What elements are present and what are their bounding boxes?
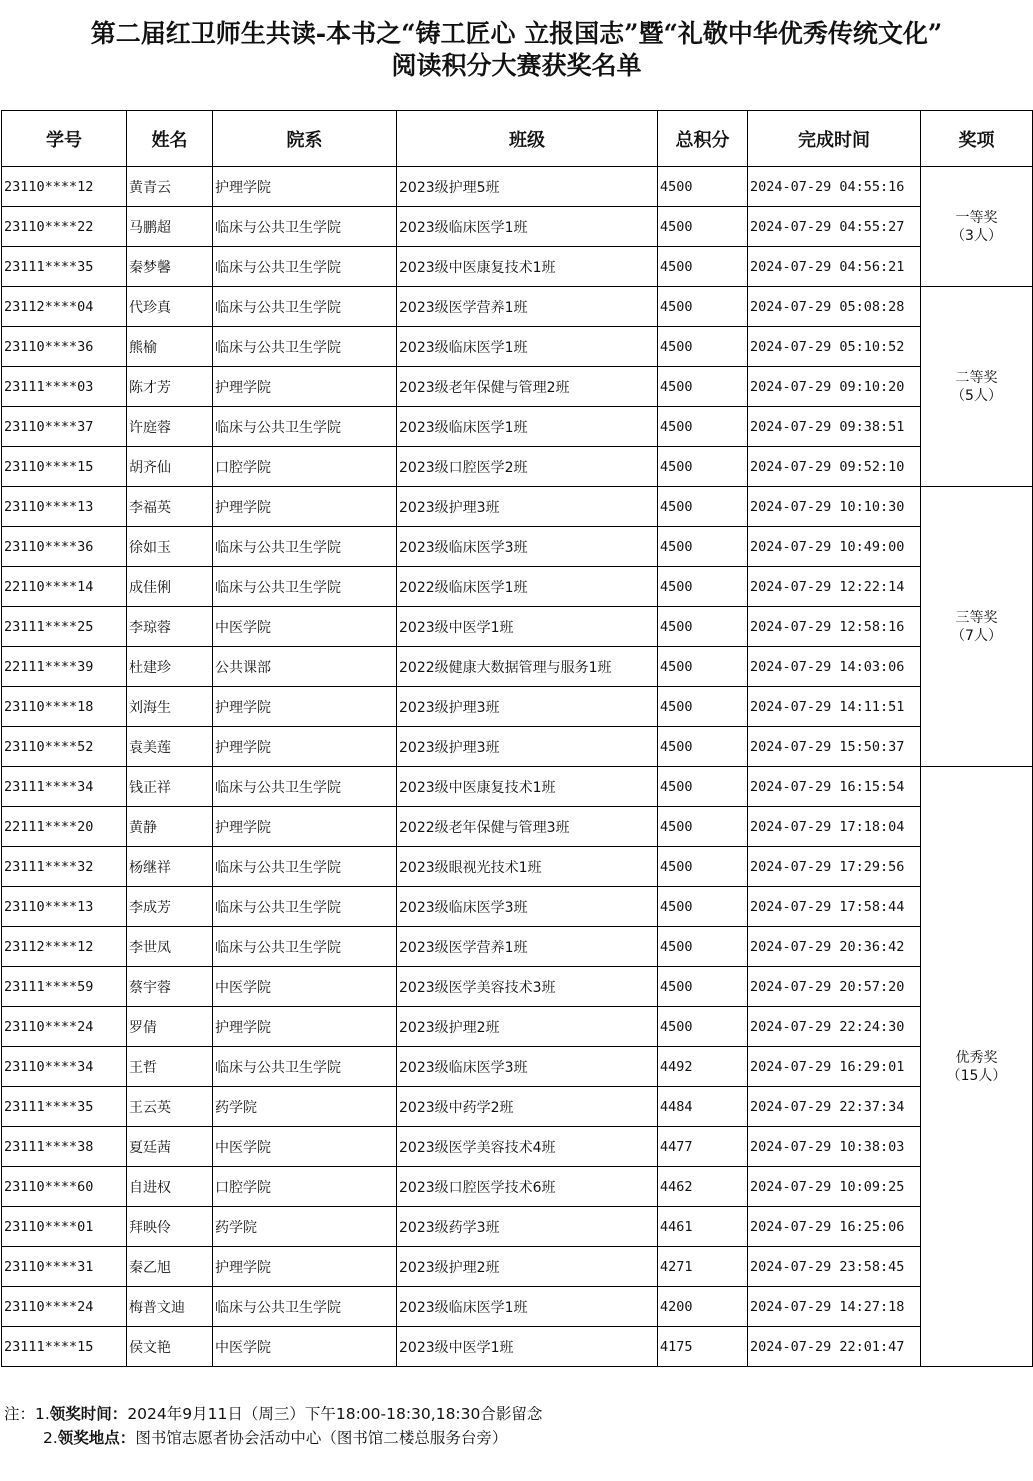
- cell-class: 2023级临床医学1班: [397, 327, 658, 367]
- cell-completion-time: 2024-07-29 14:03:06: [748, 647, 921, 687]
- cell-department: 护理学院: [213, 687, 397, 727]
- cell-student-id: 23110****13: [2, 887, 127, 927]
- cell-class: 2022级健康大数据管理与服务1班: [397, 647, 658, 687]
- cell-completion-time: 2024-07-29 10:38:03: [748, 1127, 921, 1167]
- cell-department: 护理学院: [213, 487, 397, 527]
- notes: [4, 1402, 542, 1450]
- cell-name: 秦梦馨: [127, 247, 213, 287]
- cell-class: 2023级中医学1班: [397, 1327, 658, 1367]
- cell-total-score: 4500: [658, 967, 748, 1007]
- cell-class: 2023级老年保健与管理2班: [397, 367, 658, 407]
- cell-class: 2023级临床医学3班: [397, 887, 658, 927]
- cell-name: 钱正祥: [127, 767, 213, 807]
- cell-total-score: 4492: [658, 1047, 748, 1087]
- table-row: [2, 1207, 1033, 1247]
- cell-name: 梅普文迪: [127, 1287, 213, 1327]
- table-row: [2, 367, 1033, 407]
- table-row: [2, 247, 1033, 287]
- cell-student-id: 23110****60: [2, 1167, 127, 1207]
- cell-name: 自进权: [127, 1167, 213, 1207]
- cell-name: 杨继祥: [127, 847, 213, 887]
- cell-department: 药学院: [213, 1207, 397, 1247]
- award-count: （5人）: [951, 387, 1002, 404]
- cell-total-score: 4500: [658, 807, 748, 847]
- award-label: 优秀奖: [955, 1049, 998, 1066]
- cell-name: 夏廷茜: [127, 1127, 213, 1167]
- cell-completion-time: 2024-07-29 05:10:52: [748, 327, 921, 367]
- cell-name: 马鹏超: [127, 207, 213, 247]
- cell-completion-time: 2024-07-29 14:11:51: [748, 687, 921, 727]
- cell-class: 2023级口腔医学技术6班: [397, 1167, 658, 1207]
- table-row: [2, 207, 1033, 247]
- cell-total-score: 4484: [658, 1087, 748, 1127]
- table-row: [2, 887, 1033, 927]
- cell-completion-time: 2024-07-29 16:25:06: [748, 1207, 921, 1247]
- table-row: [2, 1127, 1033, 1167]
- cell-department: 口腔学院: [213, 1167, 397, 1207]
- cell-name: 刘海生: [127, 687, 213, 727]
- cell-completion-time: 2024-07-29 23:58:45: [748, 1247, 921, 1287]
- table-row: [2, 1047, 1033, 1087]
- cell-completion-time: 2024-07-29 04:55:16: [748, 167, 921, 207]
- award-label: 二等奖: [955, 369, 998, 386]
- cell-class: 2023级临床医学1班: [397, 407, 658, 447]
- table-row: [2, 327, 1033, 367]
- cell-total-score: 4175: [658, 1327, 748, 1367]
- cell-name: 侯文艳: [127, 1327, 213, 1367]
- award-table: [1, 110, 1033, 1367]
- note-award-time: 注：1.领奖时间：2024年9月11日（周三）下午18:00-18:30,18:30合影留念: [4, 1405, 543, 1423]
- cell-class: 2023级护理2班: [397, 1007, 658, 1047]
- cell-department: 护理学院: [213, 1007, 397, 1047]
- cell-completion-time: 2024-07-29 14:27:18: [748, 1287, 921, 1327]
- cell-student-id: 23110****31: [2, 1247, 127, 1287]
- cell-student-id: 23110****22: [2, 207, 127, 247]
- cell-completion-time: 2024-07-29 16:29:01: [748, 1047, 921, 1087]
- cell-department: 药学院: [213, 1087, 397, 1127]
- cell-completion-time: 2024-07-29 20:36:42: [748, 927, 921, 967]
- table-row: [2, 847, 1033, 887]
- cell-department: 口腔学院: [213, 447, 397, 487]
- header-award: 奖项: [921, 111, 1033, 167]
- cell-completion-time: 2024-07-29 17:58:44: [748, 887, 921, 927]
- cell-name: 许庭蓉: [127, 407, 213, 447]
- cell-student-id: 23112****12: [2, 927, 127, 967]
- cell-student-id: 23111****35: [2, 1087, 127, 1127]
- cell-class: 2023级中医康复技术1班: [397, 767, 658, 807]
- cell-student-id: 23110****36: [2, 527, 127, 567]
- table-row: [2, 647, 1033, 687]
- cell-name: 胡齐仙: [127, 447, 213, 487]
- note-award-location: 2.领奖地点：图书馆志愿者协会活动中心（图书馆二楼总服务台旁）: [43, 1429, 508, 1447]
- cell-total-score: 4500: [658, 767, 748, 807]
- cell-completion-time: 2024-07-29 17:18:04: [748, 807, 921, 847]
- header-class: 班级: [397, 111, 658, 167]
- cell-total-score: 4500: [658, 847, 748, 887]
- cell-student-id: 23111****32: [2, 847, 127, 887]
- title-line-2: 阅读积分大赛获奖名单: [391, 51, 642, 80]
- award-level-cell: [921, 767, 1033, 1367]
- header-name: 姓名: [127, 111, 213, 167]
- cell-student-id: 22111****39: [2, 647, 127, 687]
- cell-completion-time: 2024-07-29 09:38:51: [748, 407, 921, 447]
- cell-department: 临床与公共卫生学院: [213, 1047, 397, 1087]
- cell-class: 2023级护理3班: [397, 727, 658, 767]
- cell-class: 2023级眼视光技术1班: [397, 847, 658, 887]
- cell-department: 临床与公共卫生学院: [213, 887, 397, 927]
- cell-department: 临床与公共卫生学院: [213, 1287, 397, 1327]
- cell-total-score: 4500: [658, 287, 748, 327]
- cell-class: 2023级护理3班: [397, 687, 658, 727]
- cell-department: 临床与公共卫生学院: [213, 567, 397, 607]
- cell-student-id: 23112****04: [2, 287, 127, 327]
- cell-class: 2022级老年保健与管理3班: [397, 807, 658, 847]
- cell-student-id: 23110****13: [2, 487, 127, 527]
- award-level-cell: [921, 167, 1033, 287]
- cell-student-id: 22111****20: [2, 807, 127, 847]
- cell-department: 临床与公共卫生学院: [213, 327, 397, 367]
- cell-class: 2023级护理3班: [397, 487, 658, 527]
- cell-total-score: 4500: [658, 327, 748, 367]
- table-row: [2, 687, 1033, 727]
- cell-class: 2023级护理5班: [397, 167, 658, 207]
- cell-department: 临床与公共卫生学院: [213, 287, 397, 327]
- table-header-row: [2, 111, 1033, 167]
- cell-name: 徐如玉: [127, 527, 213, 567]
- cell-completion-time: 2024-07-29 09:52:10: [748, 447, 921, 487]
- cell-department: 护理学院: [213, 807, 397, 847]
- cell-department: 护理学院: [213, 367, 397, 407]
- cell-total-score: 4477: [658, 1127, 748, 1167]
- cell-total-score: 4500: [658, 887, 748, 927]
- cell-completion-time: 2024-07-29 12:58:16: [748, 607, 921, 647]
- cell-class: 2022级临床医学1班: [397, 567, 658, 607]
- cell-total-score: 4500: [658, 607, 748, 647]
- cell-class: 2023级临床医学1班: [397, 207, 658, 247]
- cell-completion-time: 2024-07-29 16:15:54: [748, 767, 921, 807]
- cell-student-id: 23110****52: [2, 727, 127, 767]
- cell-completion-time: 2024-07-29 09:10:20: [748, 367, 921, 407]
- cell-completion-time: 2024-07-29 12:22:14: [748, 567, 921, 607]
- cell-total-score: 4500: [658, 1007, 748, 1047]
- table-row: [2, 1327, 1033, 1367]
- cell-completion-time: 2024-07-29 10:49:00: [748, 527, 921, 567]
- table-row: [2, 1287, 1033, 1327]
- table-row: [2, 1167, 1033, 1207]
- cell-department: 中医学院: [213, 607, 397, 647]
- cell-student-id: 23110****18: [2, 687, 127, 727]
- cell-student-id: 23110****36: [2, 327, 127, 367]
- header-total-score: 总积分: [658, 111, 748, 167]
- table-row: [2, 447, 1033, 487]
- cell-class: 2023级医学营养1班: [397, 287, 658, 327]
- cell-department: 护理学院: [213, 727, 397, 767]
- cell-total-score: 4500: [658, 367, 748, 407]
- cell-class: 2023级中医学1班: [397, 607, 658, 647]
- cell-completion-time: 2024-07-29 05:08:28: [748, 287, 921, 327]
- title-line-1: 第二届红卫师生共读-本书之“铸工匠心 立报国志”暨“礼敬中华优秀传统文化”: [90, 19, 943, 48]
- cell-student-id: 23111****25: [2, 607, 127, 647]
- cell-name: 袁美莲: [127, 727, 213, 767]
- cell-total-score: 4500: [658, 527, 748, 567]
- cell-student-id: 23111****59: [2, 967, 127, 1007]
- cell-total-score: 4500: [658, 487, 748, 527]
- award-count: （3人）: [951, 227, 1002, 244]
- cell-class: 2023级中药学2班: [397, 1087, 658, 1127]
- cell-student-id: 23111****15: [2, 1327, 127, 1367]
- cell-completion-time: 2024-07-29 22:24:30: [748, 1007, 921, 1047]
- cell-student-id: 23110****37: [2, 407, 127, 447]
- cell-name: 王哲: [127, 1047, 213, 1087]
- table-row: [2, 727, 1033, 767]
- cell-completion-time: 2024-07-29 10:10:30: [748, 487, 921, 527]
- cell-class: 2023级临床医学3班: [397, 527, 658, 567]
- cell-total-score: 4461: [658, 1207, 748, 1247]
- cell-name: 李世凤: [127, 927, 213, 967]
- cell-completion-time: 2024-07-29 10:09:25: [748, 1167, 921, 1207]
- cell-department: 护理学院: [213, 167, 397, 207]
- cell-total-score: 4200: [658, 1287, 748, 1327]
- cell-student-id: 22110****14: [2, 567, 127, 607]
- cell-total-score: 4462: [658, 1167, 748, 1207]
- cell-student-id: 23111****03: [2, 367, 127, 407]
- table-row: [2, 767, 1033, 807]
- cell-student-id: 23110****24: [2, 1007, 127, 1047]
- cell-name: 李琼蓉: [127, 607, 213, 647]
- cell-total-score: 4500: [658, 167, 748, 207]
- cell-name: 黄青云: [127, 167, 213, 207]
- cell-class: 2023级医学营养1班: [397, 927, 658, 967]
- cell-student-id: 23110****01: [2, 1207, 127, 1247]
- cell-total-score: 4500: [658, 687, 748, 727]
- cell-total-score: 4500: [658, 207, 748, 247]
- cell-total-score: 4500: [658, 647, 748, 687]
- cell-total-score: 4500: [658, 407, 748, 447]
- cell-class: 2023级口腔医学2班: [397, 447, 658, 487]
- table-row: [2, 807, 1033, 847]
- cell-completion-time: 2024-07-29 04:56:21: [748, 247, 921, 287]
- cell-total-score: 4500: [658, 727, 748, 767]
- cell-completion-time: 2024-07-29 17:29:56: [748, 847, 921, 887]
- cell-department: 临床与公共卫生学院: [213, 207, 397, 247]
- table-row: [2, 1247, 1033, 1287]
- cell-name: 李福英: [127, 487, 213, 527]
- cell-name: 陈才芳: [127, 367, 213, 407]
- cell-student-id: 23110****24: [2, 1287, 127, 1327]
- cell-class: 2023级中医康复技术1班: [397, 247, 658, 287]
- cell-department: 临床与公共卫生学院: [213, 247, 397, 287]
- award-count: （7人）: [951, 627, 1002, 644]
- cell-completion-time: 2024-07-29 20:57:20: [748, 967, 921, 1007]
- cell-name: 蔡宇蓉: [127, 967, 213, 1007]
- cell-name: 王云英: [127, 1087, 213, 1127]
- cell-completion-time: 2024-07-29 04:55:27: [748, 207, 921, 247]
- cell-name: 罗倩: [127, 1007, 213, 1047]
- cell-total-score: 4500: [658, 927, 748, 967]
- cell-name: 拜映伶: [127, 1207, 213, 1247]
- cell-name: 杜建珍: [127, 647, 213, 687]
- cell-class: 2023级药学3班: [397, 1207, 658, 1247]
- cell-name: 熊榆: [127, 327, 213, 367]
- cell-department: 中医学院: [213, 1327, 397, 1367]
- cell-name: 代珍真: [127, 287, 213, 327]
- header-student-id: 学号: [2, 111, 127, 167]
- cell-student-id: 23110****15: [2, 447, 127, 487]
- cell-completion-time: 2024-07-29 15:50:37: [748, 727, 921, 767]
- header-department: 院系: [213, 111, 397, 167]
- cell-department: 临床与公共卫生学院: [213, 407, 397, 447]
- cell-student-id: 23111****35: [2, 247, 127, 287]
- table-row: [2, 407, 1033, 447]
- cell-completion-time: 2024-07-29 22:37:34: [748, 1087, 921, 1127]
- table-row: [2, 287, 1033, 327]
- document-title: [0, 18, 1033, 82]
- cell-department: 护理学院: [213, 1247, 397, 1287]
- cell-student-id: 23110****34: [2, 1047, 127, 1087]
- table-row: [2, 487, 1033, 527]
- cell-student-id: 23111****38: [2, 1127, 127, 1167]
- table-row: [2, 1007, 1033, 1047]
- cell-department: 中医学院: [213, 967, 397, 1007]
- cell-class: 2023级临床医学1班: [397, 1287, 658, 1327]
- cell-student-id: 23111****34: [2, 767, 127, 807]
- award-level-cell: [921, 487, 1033, 767]
- cell-student-id: 23110****12: [2, 167, 127, 207]
- cell-department: 临床与公共卫生学院: [213, 527, 397, 567]
- cell-name: 黄静: [127, 807, 213, 847]
- cell-class: 2023级护理2班: [397, 1247, 658, 1287]
- cell-department: 临床与公共卫生学院: [213, 767, 397, 807]
- award-label: 一等奖: [955, 209, 998, 226]
- cell-total-score: 4500: [658, 447, 748, 487]
- cell-total-score: 4500: [658, 247, 748, 287]
- table-row: [2, 967, 1033, 1007]
- award-level-cell: [921, 287, 1033, 487]
- cell-completion-time: 2024-07-29 22:01:47: [748, 1327, 921, 1367]
- table-row: [2, 167, 1033, 207]
- table-row: [2, 527, 1033, 567]
- cell-name: 成佳俐: [127, 567, 213, 607]
- cell-total-score: 4500: [658, 567, 748, 607]
- cell-name: 李成芳: [127, 887, 213, 927]
- table-row: [2, 927, 1033, 967]
- cell-department: 中医学院: [213, 1127, 397, 1167]
- table-row: [2, 607, 1033, 647]
- table-row: [2, 1087, 1033, 1127]
- cell-class: 2023级医学美容技术4班: [397, 1127, 658, 1167]
- award-count: （15人）: [946, 1067, 1007, 1084]
- cell-department: 临床与公共卫生学院: [213, 847, 397, 887]
- cell-class: 2023级临床医学3班: [397, 1047, 658, 1087]
- cell-department: 临床与公共卫生学院: [213, 927, 397, 967]
- cell-department: 公共课部: [213, 647, 397, 687]
- cell-class: 2023级医学美容技术3班: [397, 967, 658, 1007]
- award-label: 三等奖: [955, 609, 998, 626]
- header-completion-time: 完成时间: [748, 111, 921, 167]
- table-row: [2, 567, 1033, 607]
- cell-name: 秦乙旭: [127, 1247, 213, 1287]
- cell-total-score: 4271: [658, 1247, 748, 1287]
